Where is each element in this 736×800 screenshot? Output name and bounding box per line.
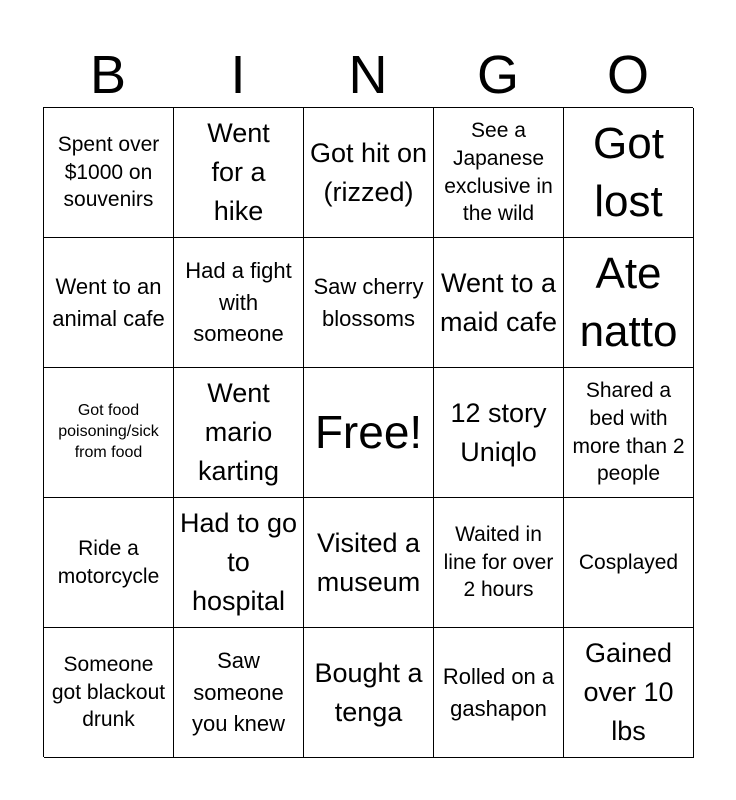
cell-text: Ride a motorcycle xyxy=(57,536,160,588)
header-letter-i: I xyxy=(230,45,246,105)
bingo-cell[interactable] xyxy=(304,108,434,238)
cell-text: Bought a tenga xyxy=(314,657,423,727)
cell-text: Shared a bed with more than 2 people xyxy=(572,378,685,486)
header-letter-b: B xyxy=(89,45,127,105)
bingo-cell[interactable] xyxy=(564,498,694,628)
bingo-cell[interactable] xyxy=(564,238,694,368)
bingo-cell[interactable] xyxy=(304,238,434,368)
bingo-cell[interactable] xyxy=(44,368,174,498)
bingo-header xyxy=(43,44,693,106)
bingo-cell[interactable] xyxy=(434,628,564,758)
bingo-cell[interactable] xyxy=(44,238,174,368)
bingo-grid xyxy=(43,107,693,757)
cell-text: Spent over $1000 on souvenirs xyxy=(57,132,160,212)
cell-text: Got food poisoning/sick from food xyxy=(58,402,159,461)
bingo-cell[interactable] xyxy=(434,498,564,628)
bingo-cell[interactable] xyxy=(304,628,434,758)
bingo-cell[interactable] xyxy=(564,368,694,498)
cell-text: Visited a museum xyxy=(316,527,421,597)
cell-text: Got lost xyxy=(593,119,664,226)
bingo-cell[interactable] xyxy=(304,368,434,498)
bingo-cell[interactable] xyxy=(174,238,304,368)
cell-text: Went for a hike xyxy=(207,118,270,226)
bingo-cell[interactable] xyxy=(44,628,174,758)
cell-text: Had a fight with someone xyxy=(185,257,292,347)
cell-text: Cosplayed xyxy=(578,550,679,574)
bingo-cell[interactable] xyxy=(434,108,564,238)
cell-text: Had to go to hospital xyxy=(179,508,298,616)
cell-text: Gained over 10 lbs xyxy=(583,638,674,746)
cell-text: Saw cherry blossoms xyxy=(313,273,424,331)
bingo-cell[interactable] xyxy=(564,108,694,238)
cell-text: Saw someone you knew xyxy=(192,647,285,737)
cell-text: Got hit on (rizzed) xyxy=(309,137,428,207)
header-letter-o: O xyxy=(606,45,649,105)
bingo-cell[interactable] xyxy=(174,368,304,498)
cell-text: Free! xyxy=(314,405,423,458)
cell-text: 12 story Uniqlo xyxy=(450,397,547,467)
bingo-cell[interactable] xyxy=(44,498,174,628)
header-letter-g: G xyxy=(476,45,519,105)
bingo-cell[interactable] xyxy=(174,108,304,238)
bingo-cell[interactable] xyxy=(304,498,434,628)
bingo-cell[interactable] xyxy=(174,628,304,758)
cell-text: Rolled on a gashapon xyxy=(442,663,555,721)
cell-text: Waited in line for over 2 hours xyxy=(443,522,554,602)
cell-text: Went mario karting xyxy=(197,378,280,486)
cell-text: Someone got blackout drunk xyxy=(51,652,166,732)
bingo-cell[interactable] xyxy=(434,238,564,368)
header-letter-n: N xyxy=(348,45,388,105)
bingo-cell[interactable] xyxy=(44,108,174,238)
bingo-cell[interactable] xyxy=(174,498,304,628)
cell-text: Ate natto xyxy=(579,249,678,356)
bingo-cell[interactable] xyxy=(564,628,694,758)
cell-text: Went to an animal cafe xyxy=(52,273,165,331)
cell-text: See a Japanese exclusive in the wild xyxy=(444,118,553,226)
bingo-cell[interactable] xyxy=(434,368,564,498)
cell-text: Went to a maid cafe xyxy=(439,267,558,337)
